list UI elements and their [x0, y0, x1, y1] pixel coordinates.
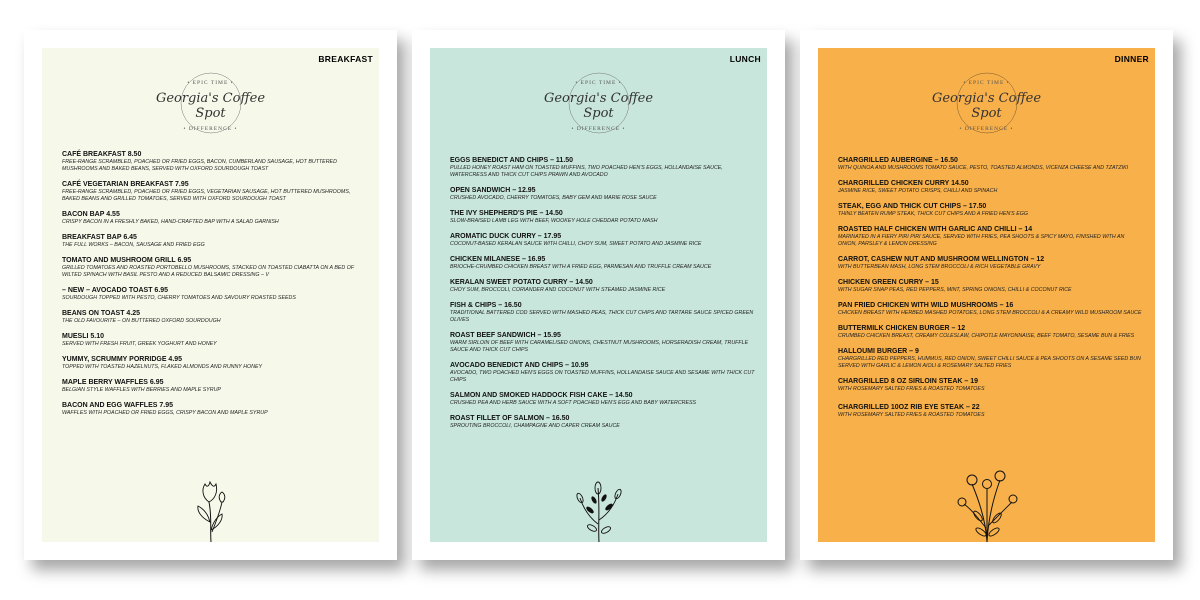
menu-item-desc: AVOCADO, TWO POACHED HEN'S EGGS ON TOASTED MUFFINS, HOLLANDAISE SAUCE AND SESAME WITH THICK CUT CHIPS	[450, 370, 755, 383]
menu-item	[450, 156, 755, 179]
menu-item-name: ROAST FILLET OF SALMON – 16.50	[450, 415, 570, 422]
menu-item	[62, 233, 367, 249]
menu-item	[450, 186, 755, 202]
menu-item-desc: SERVED WITH FRESH FRUIT, GREEK YOGHURT AND HONEY	[62, 341, 217, 347]
menu-item	[838, 377, 1143, 393]
menu-item-desc: SLOW-BRAISED LAMB LEG WITH BEEF, WOOKEY HOLE CHEDDAR POTATO MASH	[450, 218, 658, 224]
logo-circle-icon	[932, 72, 1042, 134]
menu-item-name: CHARGRILLED 10OZ RIB EYE STEAK – 22	[838, 404, 980, 411]
menu-item-name: AVOCADO BENEDICT AND CHIPS – 10.95	[450, 362, 589, 369]
wildflower-bouquet-icon	[950, 458, 1024, 542]
dinner-title: DINNER	[1114, 54, 1149, 64]
menu-item-desc: WITH ROSEMARY SALTED FRIES & ROASTED TOMATOES	[838, 386, 985, 392]
menu-item-name: MUESLI 5.10	[62, 333, 105, 340]
menu-item-name: EGGS BENEDICT AND CHIPS – 11.50	[450, 157, 574, 164]
menu-item	[62, 355, 367, 371]
menu-item-desc: CHOY SUM, BROCCOLI, CORIANDER AND COCONUT WITH STEAMED JASMINE RICE	[450, 287, 666, 293]
dinner-items	[838, 156, 1143, 426]
menu-item	[62, 210, 367, 226]
menu-item-name: TOMATO AND MUSHROOM GRILL 6.95	[62, 257, 192, 264]
menu-item	[838, 179, 1143, 195]
menu-item-name: CHICKEN MILANESE – 16.95	[450, 256, 546, 263]
menu-item-desc: WITH SUGAR SNAP PEAS, RED PEPPERS, MINT, SPRING ONIONS, CHILLI & COCONUT RICE	[838, 287, 1072, 293]
menu-item-name: HALLOUMI BURGER – 9	[838, 348, 919, 355]
menu-item-desc: CRUMBED CHICKEN BREAST, CREAMY COLESLAW, CHIPOTLE MAYONNAISE, BEEF TOMATO, SESAME BUN & FRIES	[838, 333, 1135, 339]
menu-item	[62, 150, 367, 173]
menu-item	[62, 286, 367, 302]
menu-item-desc: THINLY BEATEN RUMP STEAK, THICK CUT CHIPS AND A FRIED HEN'S EGG	[838, 211, 1028, 217]
breakfast-items	[62, 150, 367, 424]
menu-item	[450, 209, 755, 225]
menu-item-name: AROMATIC DUCK CURRY – 17.95	[450, 233, 562, 240]
menu-item-name: PAN FRIED CHICKEN WITH WILD MUSHROOMS – 16	[838, 302, 1014, 309]
menu-item-name: CAFÉ VEGETARIAN BREAKFAST 7.95	[62, 181, 189, 188]
menu-item-desc: TRADITIONAL BATTERED COD SERVED WITH MASHED PEAS, THICK CUT CHIPS AND TARTARE SAUCE SPICED GREEN OLIVES	[450, 310, 754, 323]
menu-item-desc: BRIOCHE-CRUMBED CHICKEN BREAST WITH A FRIED EGG, PARMESAN AND TRUFFLE CREAM SAUCE	[450, 264, 712, 270]
menu-item-name: BACON AND EGG WAFFLES 7.95	[62, 402, 173, 409]
menu-item-desc: CHARGRILLED RED PEPPERS, HUMMUS, RED ONION, SWEET CHILLI SAUCE & PEA SHOOTS ON A SESAME SEED BUN SERVED WITH GARLIC & LEMON AIOLI & ROSEMARY SALTED FRIES	[838, 356, 1141, 369]
brand-logo	[544, 72, 654, 134]
menu-item-name: BUTTERMILK CHICKEN BURGER – 12	[838, 325, 966, 332]
menu-item	[62, 401, 367, 417]
menu-item	[450, 361, 755, 384]
menu-item-name: CHARGRILLED AUBERGINE – 16.50	[838, 157, 958, 164]
menu-item-name: CHICKEN GREEN CURRY – 15	[838, 279, 939, 286]
menu-item	[62, 332, 367, 348]
brand-name: Georgia's Coffee Spot	[931, 91, 1042, 121]
menu-item	[450, 278, 755, 294]
menu-item	[62, 180, 367, 203]
menu-item-desc: CHICKEN BREAST WITH HERBED MASHED POTATOES, LONG STEM BROCCOLI & A CREAMY WILD MUSHROOM SAUCE	[838, 310, 1142, 316]
menu-item-desc: FREE-RANGE SCRAMBLED, POACHED OR FRIED EGGS, VEGETARIAN SAUSAGE, HOT BUTTERED MUSHROOMS, BAKED BEANS AND GRILLED TOMATOES, SERVED WITH OXFORD SOURDOUGH TOAST	[62, 189, 351, 202]
menu-item	[62, 256, 367, 279]
menu-item	[838, 156, 1143, 172]
menu-item	[838, 324, 1143, 340]
tulip-flower-icon	[186, 472, 236, 542]
menu-item-name: ROAST BEEF SANDWICH – 15.95	[450, 332, 561, 339]
dinner-panel	[818, 48, 1155, 542]
menu-item-name: THE IVY SHEPHERD'S PIE – 14.50	[450, 210, 563, 217]
menu-item-name: CAFÉ BREAKFAST 8.50	[62, 151, 142, 158]
menu-item-name: YUMMY, SCRUMMY PORRIDGE 4.95	[62, 356, 183, 363]
menu-item	[62, 309, 367, 325]
logo-circle-icon	[544, 72, 654, 134]
breakfast-title: BREAKFAST	[318, 54, 373, 64]
menu-item-name: OPEN SANDWICH – 12.95	[450, 187, 536, 194]
menu-item-name: STEAK, EGG AND THICK CUT CHIPS – 17.50	[838, 203, 987, 210]
menu-item-desc: THE OLD FAVOURITE – ON BUTTERED OXFORD SOURDOUGH	[62, 318, 221, 324]
menu-item	[838, 225, 1143, 248]
menu-item	[838, 347, 1143, 370]
brand-name: Georgia's Coffee Spot	[155, 91, 266, 121]
menu-item	[838, 403, 1143, 419]
brand-tagline-bottom: • DIFFERENCE •	[183, 126, 238, 132]
menu-item-desc: COCONUT-BASED KERALAN SAUCE WITH CHILLI, CHOY SUM, SWEET POTATO AND JASMINE RICE	[450, 241, 702, 247]
menu-item-desc: FREE-RANGE SCRAMBLED, POACHED OR FRIED EGGS, BACON, CUMBERLAND SAUSAGE, HOT BUTTERED MUSHROOMS AND BAKED BEANS, SERVED WITH OXFORD SOURDOUGH TOAST	[62, 159, 337, 172]
brand-tagline-top: • EPIC TIME •	[575, 80, 622, 86]
lunch-title: LUNCH	[729, 54, 761, 64]
menu-item-desc: PULLED HONEY ROAST HAM ON TOASTED MUFFINS, TWO POACHED HEN'S EGGS, HOLLANDAISE SAUCE, WATERCRESS AND THICK CUT CHIPS PRAWN AND AVOCADO	[450, 165, 723, 178]
menu-item	[838, 278, 1143, 294]
menu-item	[62, 378, 367, 394]
menu-item	[838, 202, 1143, 218]
brand-tagline-bottom: • DIFFERENCE •	[959, 126, 1014, 132]
menu-item	[450, 301, 755, 324]
menu-item	[450, 255, 755, 271]
menu-item-desc: SPROUTING BROCCOLI, CHAMPAGNE AND CAPER CREAM SAUCE	[450, 423, 620, 429]
logo-circle-icon	[156, 72, 266, 134]
menu-item-desc: CRISPY BACON IN A FRESHLY BAKED, HAND-CRAFTED BAP WITH A SALAD GARNISH	[62, 219, 279, 225]
menu-item-desc: WITH QUINOA AND MUSHROOMS TOMATO SAUCE, PESTO, TOASTED ALMONDS, VICENZA CHEESE AND TZATZIKI	[838, 165, 1129, 171]
breakfast-menu-sheet	[24, 30, 397, 560]
dinner-menu-sheet	[800, 30, 1173, 560]
menu-item-name: CHARGRILLED CHICKEN CURRY 14.50	[838, 180, 969, 187]
menu-item-desc: TOPPED WITH TOASTED HAZELNUTS, FLAKED ALMONDS AND RUNNY HONEY	[62, 364, 263, 370]
menu-item	[838, 255, 1143, 271]
lunch-menu-sheet	[412, 30, 785, 560]
menu-item-name: CHARGRILLED 8 OZ SIRLOIN STEAK – 19	[838, 378, 979, 385]
menu-item-desc: MARINATED IN A FIERY PIRI PIRI SAUCE, SERVED WITH FRIES, PEA SHOOTS & SPICY MAYO, FINISHED WITH AN ONION, PARSLEY & LEMON DRESSING	[838, 234, 1125, 247]
brand-name: Georgia's Coffee Spot	[543, 91, 654, 121]
menu-item-desc: SOURDOUGH TOPPED WITH PESTO, CHERRY TOMATOES AND SAVOURY ROASTED SEEDS	[62, 295, 296, 301]
brand-tagline-bottom: • DIFFERENCE •	[571, 126, 626, 132]
menu-item-desc: WITH BUTTERBEAN MASH, LONG STEM BROCCOLI & RICH VEGETABLE GRAVY	[838, 264, 1041, 270]
menu-item-desc: THE FULL WORKS – BACON, SAUSAGE AND FRIED EGG	[62, 242, 205, 248]
lunch-panel	[430, 48, 767, 542]
menu-item-desc: JASMINE RICE, SWEET POTATO CRISPS, CHILLI AND SPINACH	[838, 188, 998, 194]
breakfast-panel	[42, 48, 379, 542]
menu-item	[838, 301, 1143, 317]
menu-item-name: SALMON AND SMOKED HADDOCK FISH CAKE – 14.50	[450, 392, 633, 399]
menu-item-desc: WITH ROSEMARY SALTED FRIES & ROASTED TOMATOES	[838, 412, 985, 418]
lunch-items	[450, 156, 755, 437]
menu-item-name: CARROT, CASHEW NUT AND MUSHROOM WELLINGTON – 12	[838, 256, 1045, 263]
menu-item-desc: BELGIAN STYLE WAFFLES WITH BERRIES AND MAPLE SYRUP	[62, 387, 221, 393]
menu-item-name: FISH & CHIPS – 16.50	[450, 302, 522, 309]
menu-item-name: – NEW – AVOCADO TOAST 6.95	[62, 287, 169, 294]
brand-tagline-top: • EPIC TIME •	[963, 80, 1010, 86]
menu-item	[450, 414, 755, 430]
brand-tagline-top: • EPIC TIME •	[187, 80, 234, 86]
menu-item-desc: WARM SIRLOIN OF BEEF WITH CARAMELISED ONIONS, CHESTNUT MUSHROOMS, HORSERADISH CREAM, TRUFFLE SAUCE AND THICK CUT CHIPS	[450, 340, 749, 353]
menu-item-desc: GRILLED TOMATOES AND ROASTED PORTOBELLO MUSHROOMS, STACKED ON TOASTED CIABATTA ON A BED OF WILTED SPINACH WITH BASIL PESTO AND A REDUCED BALSAMIC DRESSING – V	[62, 265, 354, 278]
menu-item-desc: CRUSHED AVOCADO, CHERRY TOMATOES, BABY GEM AND MARIE ROSE SAUCE	[450, 195, 657, 201]
leafy-branch-icon	[564, 480, 634, 542]
menu-item-desc: WAFFLES WITH POACHED OR FRIED EGGS, CRISPY BACON AND MAPLE SYRUP	[62, 410, 268, 416]
menu-item-name: BEANS ON TOAST 4.25	[62, 310, 141, 317]
menu-item-name: BREAKFAST BAP 6.45	[62, 234, 137, 241]
menu-item	[450, 331, 755, 354]
menu-item-name: MAPLE BERRY WAFFLES 6.95	[62, 379, 164, 386]
menu-item-desc: CRUSHED PEA AND HERB SAUCE WITH A SOFT POACHED HEN'S EGG AND BABY WATERCRESS	[450, 400, 697, 406]
menu-item-name: KERALAN SWEET POTATO CURRY – 14.50	[450, 279, 593, 286]
menu-item-name: BACON BAP 4.55	[62, 211, 120, 218]
menu-item-name: ROASTED HALF CHICKEN WITH GARLIC AND CHILLI – 14	[838, 226, 1033, 233]
brand-logo	[932, 72, 1042, 134]
menu-item	[450, 232, 755, 248]
brand-logo	[156, 72, 266, 134]
menu-item	[450, 391, 755, 407]
